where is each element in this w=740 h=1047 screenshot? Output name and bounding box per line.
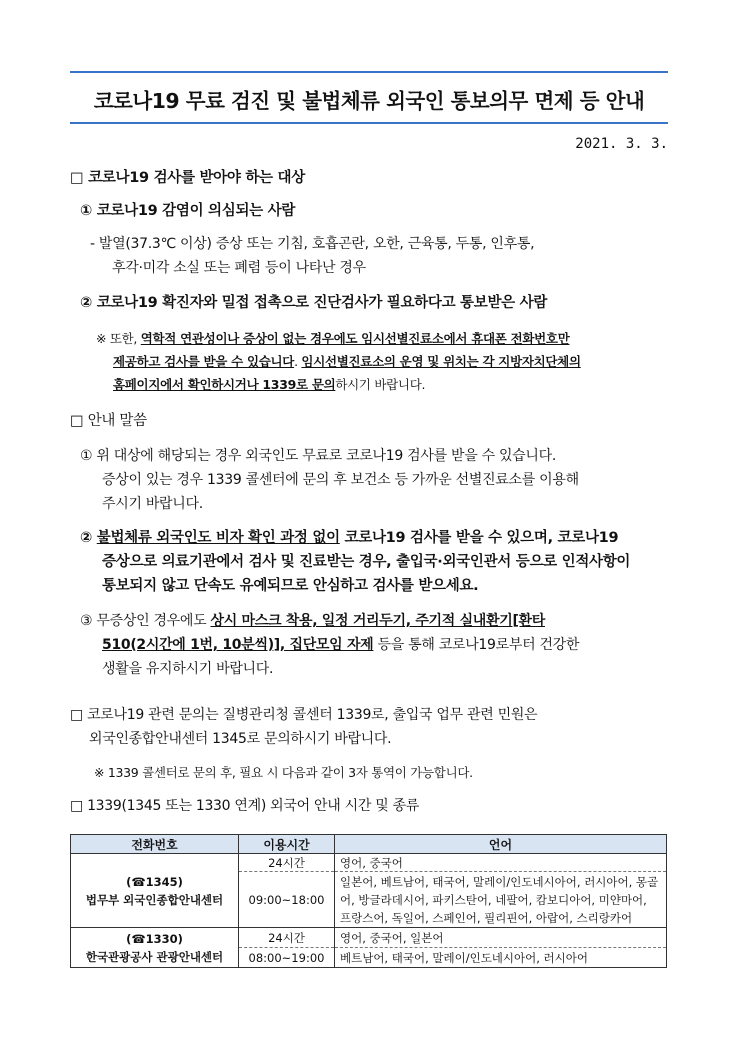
org1-lang-day-line3: 프랑스어, 독일어, 스페인어, 필리핀어, 아랍어, 스리랑카어 bbox=[340, 910, 633, 925]
section2-p1-line2: 증상이 있는 경우 1339 콜센터에 문의 후 보건소 등 가까운 선별진료소를 이용해 bbox=[102, 472, 579, 488]
org1-phone: (☎1345) bbox=[126, 874, 183, 889]
section2-p3-line2 bbox=[102, 634, 579, 657]
section1-note-line1 bbox=[96, 327, 569, 350]
header-time: 이용시간 bbox=[239, 835, 335, 854]
section2-p3-line1 bbox=[80, 610, 545, 633]
p2-underlined: 불법체류 외국인도 비자 확인 과정 없이 bbox=[96, 530, 340, 546]
page-title: 코로나19 무료 검진 및 불법체류 외국인 통보의무 면제 등 안내 bbox=[93, 89, 645, 113]
header-language: 언어 bbox=[335, 835, 667, 854]
org1-lang-day-line2: 어, 방글라데시어, 파키스탄어, 네팔어, 캄보디아어, 미얀마어, bbox=[340, 892, 647, 907]
header-phone: 전화번호 bbox=[71, 835, 239, 854]
section1-item1-detail-line2: 후각·미각 소실 또는 폐렴 등이 나타난 경우 bbox=[112, 260, 366, 276]
section2-p1-line3: 주시기 바랍니다. bbox=[102, 496, 203, 512]
org1-lang-24h: 영어, 중국어 bbox=[335, 854, 667, 872]
section4-heading: □ 1339(1345 또는 1330 연계) 외국어 안내 시간 및 종류 bbox=[70, 798, 420, 814]
section2-heading: □ 안내 말씀 bbox=[70, 413, 147, 429]
note-prefix: ※ 또한, bbox=[96, 331, 141, 346]
note-suffix: 하시기 바랍니다. bbox=[335, 377, 426, 392]
section3-line1: □ 코로나19 관련 문의는 질병관리청 콜센터 1339로, 출입국 업무 관련 민원은 bbox=[70, 707, 538, 723]
org2-phone: (☎1330) bbox=[126, 931, 183, 946]
section2-p2-line3: 통보되지 않고 단속도 유예되므로 안심하고 검사를 받으세요. bbox=[102, 578, 479, 594]
org2-lang-day: 베트남어, 태국어, 말레이/인도네시아어, 러시아어 bbox=[335, 948, 667, 968]
section1-item1: ① 코로나19 감염이 의심되는 사람 bbox=[80, 203, 296, 219]
org2-time-24h: 24시간 bbox=[239, 928, 335, 948]
p3-underlined-1: 상시 마스크 착용, 일정 거리두기, 주기적 실내환기[환타 bbox=[210, 613, 546, 629]
p2-number: ② bbox=[80, 530, 92, 546]
note-underlined-2: 제공하고 검사를 받을 수 있습니다 bbox=[113, 354, 295, 369]
section2-p2-line2: 증상으로 의료기관에서 검사 및 진료받는 경우, 출입국·외국인관서 등으로 인적사항이 bbox=[102, 554, 631, 570]
section1-heading: □ 코로나19 검사를 받아야 하는 대상 bbox=[70, 170, 305, 186]
note-underlined-3: 임시선별진료소의 운영 및 위치는 각 지방자치단체의 bbox=[301, 354, 581, 369]
table-header-row bbox=[71, 835, 667, 854]
title-top-rule bbox=[70, 71, 668, 73]
org1-time-day: 09:00~18:00 bbox=[239, 872, 335, 928]
section1-note-line3 bbox=[113, 373, 425, 396]
section3-line2: 외국인종합안내센터 1345로 문의하시기 바랍니다. bbox=[89, 731, 392, 747]
section1-item1-detail-line1: - 발열(37.3℃ 이상) 증상 또는 기침, 호흡곤란, 오한, 근육통, 두통, 인후통, bbox=[90, 236, 535, 252]
org2-name: 한국관광공사 관광안내센터 bbox=[85, 949, 224, 964]
note-underlined-1: 역학적 연관성이나 증상이 없는 경우에도 임시선별진료소에서 휴대폰 전화번호만 bbox=[140, 331, 570, 346]
section2-p2-line1 bbox=[80, 527, 618, 550]
p3-prefix: ③ 무증상인 경우에도 bbox=[80, 613, 211, 629]
org2-lang-24h: 영어, 중국어, 일본어 bbox=[335, 928, 667, 948]
title-bottom-rule bbox=[70, 122, 668, 124]
org2-cell bbox=[71, 928, 239, 968]
table-row bbox=[71, 928, 667, 948]
section2-p3-line3: 생활을 유지하시기 바랍니다. bbox=[102, 661, 274, 677]
org2-time-day: 08:00~19:00 bbox=[239, 948, 335, 968]
p3-underlined-2: 510(2시간에 1번, 10분씩)], 집단모임 자제 bbox=[102, 637, 374, 653]
org1-cell bbox=[71, 854, 239, 928]
p3-line2-rest: 등을 통해 코로나19로부터 건강한 bbox=[373, 637, 580, 653]
language-service-table bbox=[70, 834, 667, 968]
org1-time-24h: 24시간 bbox=[239, 854, 335, 872]
p2-line1-rest: 코로나19 검사를 받을 수 있으며, 코로나19 bbox=[339, 530, 619, 546]
section1-item2: ② 코로나19 확진자와 밀접 접촉으로 진단검사가 필요하다고 통보받은 사람 bbox=[80, 295, 548, 311]
section1-note-line2 bbox=[113, 350, 581, 373]
org1-name: 법무부 외국인종합안내센터 bbox=[85, 892, 224, 907]
section3-note: ※ 1339 콜센터로 문의 후, 필요 시 다음과 같이 3자 통역이 가능합니다. bbox=[94, 765, 473, 780]
section2-p1-line1: ① 위 대상에 해당되는 경우 외국인도 무료로 코로나19 검사를 받을 수 있습니다. bbox=[80, 448, 556, 464]
org1-lang-day-line1: 일본어, 베트남어, 태국어, 말레이/인도네시아어, 러시아어, 몽골 bbox=[340, 874, 659, 889]
org1-lang-day bbox=[335, 872, 667, 928]
table-row bbox=[71, 854, 667, 872]
note-underlined-4: 홈페이지에서 확인하시거나 1339로 문의 bbox=[113, 377, 336, 392]
document-date: 2021. 3. 3. bbox=[575, 136, 668, 152]
note-mid: . bbox=[294, 354, 302, 369]
